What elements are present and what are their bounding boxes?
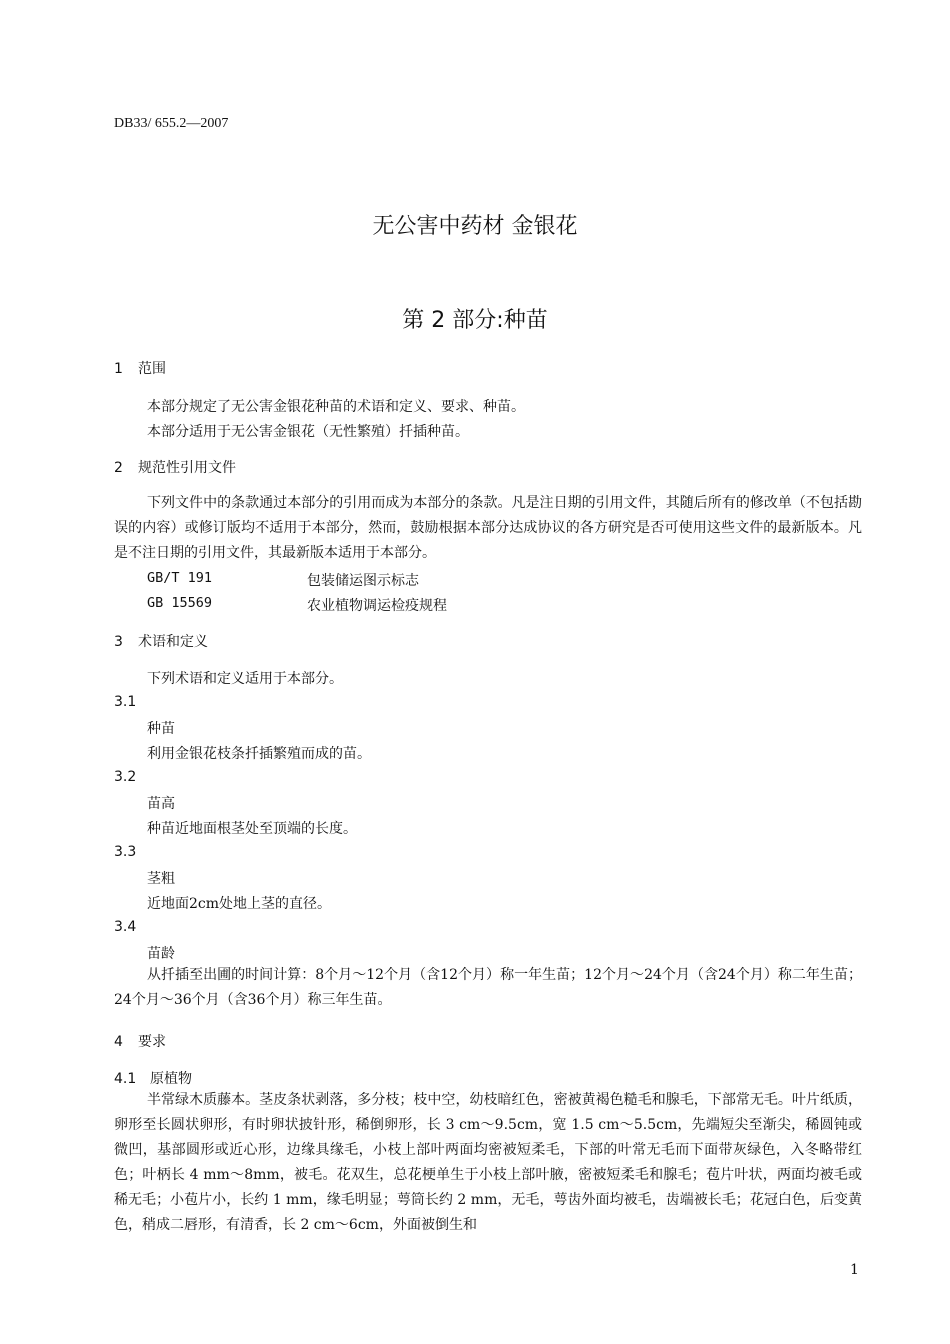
term-number: 3.2 (114, 769, 137, 785)
reference-title: 包装储运图示标志 (307, 573, 419, 589)
term-definition-seedling-age: 从扦插至出圃的时间计算：8个月～12个月（含12个月）称一年生苗；12个月～24个月（含24个月）称二年生苗；24个月～36个月（含36个月）称三年生苗。 (114, 967, 862, 1008)
term-name: 茎粗 (147, 871, 175, 887)
page-number: 1 (850, 1262, 859, 1278)
scope-line-2: 本部分适用于无公害金银花（无性繁殖）扦插种苗。 (147, 424, 469, 440)
document-code-header: DB33/ 655.2—2007 (114, 116, 229, 131)
term-definition: 近地面2cm处地上茎的直径。 (147, 896, 332, 912)
section-title: 术语和定义 (138, 634, 208, 650)
section-title: 范围 (138, 361, 166, 377)
terms-intro: 下列术语和定义适用于本部分。 (147, 671, 343, 687)
section-number: 2 (114, 460, 123, 476)
term-name: 种苗 (147, 721, 175, 737)
section-title: 要求 (138, 1034, 166, 1050)
section-number: 1 (114, 361, 123, 377)
section-2-heading (114, 457, 236, 477)
term-number: 3.3 (114, 844, 137, 860)
reference-title: 农业植物调运检疫规程 (307, 598, 447, 614)
scope-line-1: 本部分规定了无公害金银花种苗的术语和定义、要求、种苗。 (147, 399, 525, 415)
term-definition: 种苗近地面根茎处至顶端的长度。 (147, 821, 357, 837)
term-name: 苗高 (147, 796, 175, 812)
term-name: 苗龄 (147, 946, 175, 962)
section-1-heading (114, 358, 166, 378)
document-subtitle: 第 2 部分:种苗 (402, 308, 548, 333)
section-number: 4 (114, 1034, 123, 1050)
term-number: 3.4 (114, 919, 137, 935)
term-definition: 利用金银花枝条扦插繁殖而成的苗。 (147, 746, 371, 762)
section-number: 3 (114, 634, 123, 650)
document-title: 无公害中药材 金银花 (372, 214, 578, 239)
subsection-4-1-heading (114, 1068, 192, 1088)
section-4-heading (114, 1031, 166, 1051)
original-plant-paragraph: 半常绿木质藤本。茎皮条状剥落，多分枝；枝中空，幼枝暗红色，密被黄褐色糙毛和腺毛，下部常无毛。叶片纸质，卵形至长圆状卵形，有时卵状披针形，稀倒卵形，长 3 cm～9.5cm，宽 1.5 cm～5.5cm，先端短尖至渐尖，稀圆钝或微凹，基部圆形或近心形，边缘具缘毛，小枝上部叶两面均密被短柔毛，下部的叶常无毛而下面带灰绿色，入冬略带红色；叶柄长 4 mm～8mm，被毛。花双生，总花梗单生于小枝上部叶腋，密被短柔毛和腺毛；苞片叶状，两面均被毛或稀无毛；小苞片小，长约 1 mm，缘毛明显；萼筒长约 2 mm，无毛，萼齿外面均被毛，齿端被长毛；花冠白色，后变黄色，稍成二唇形，有清香，长 2 cm～6cm，外面被倒生和 (114, 1092, 862, 1233)
term-number: 3.1 (114, 694, 137, 710)
subsection-number: 4.1 (114, 1071, 137, 1087)
normative-references-paragraph: 下列文件中的条款通过本部分的引用而成为本部分的条款。凡是注日期的引用文件，其随后所有的修改单（不包括勘误的内容）或修订版均不适用于本部分，然而，鼓励根据本部分达成协议的各方研究是否可使用这些文件的最新版本。凡是不注日期的引用文件，其最新版本适用于本部分。 (114, 495, 862, 561)
reference-code: GB 15569 (147, 595, 213, 611)
section-3-heading (114, 631, 208, 651)
section-title: 规范性引用文件 (138, 460, 236, 476)
subsection-title: 原植物 (150, 1071, 192, 1087)
reference-code: GB/T 191 (147, 570, 213, 586)
